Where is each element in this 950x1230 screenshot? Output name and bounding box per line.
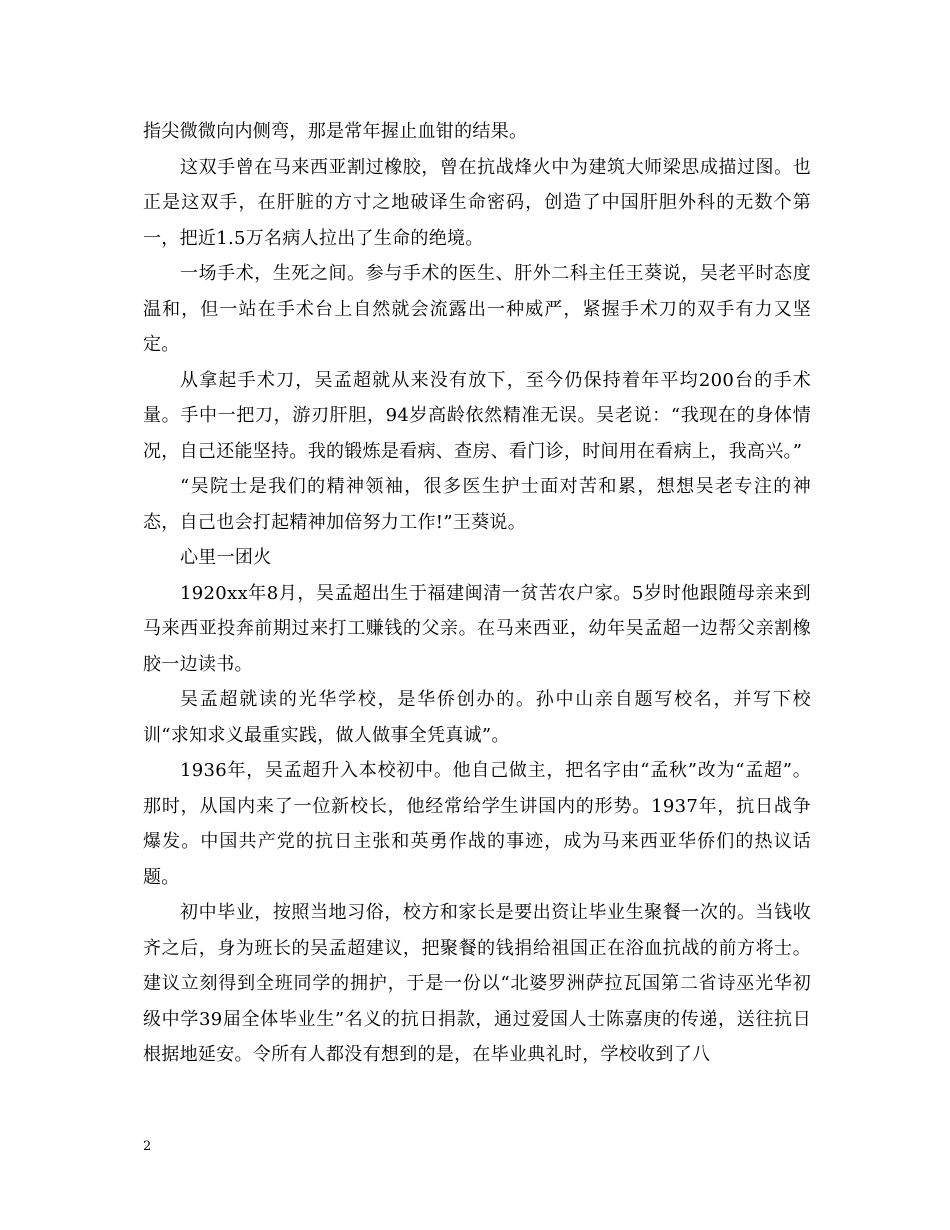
paragraph: 初中毕业，按照当地习俗，校方和家长是要出资让毕业生聚餐一次的。当钱收齐之后，身为班长的吴孟超建议，把聚餐的钱捐给祖国正在浴血抗战的前方将士。建议立刻得到全班同学的拥护，于是一份以“北婆罗洲萨拉瓦国第二省诗巫光华初级中学39届全体毕业生”名义的抗日捐款，通过爱国人士陈嘉庚的传递，送往抗日根据地延安。令所有人都没有想到的是，在毕业典礼时，学校收到了八 — [143, 902, 811, 1065]
paragraph: 这双手曾在马来西亚割过橡胶，曾在抗战烽火中为建筑大师梁思成描过图。也正是这双手，在肝脏的方寸之地破译生命密码，创造了中国肝胆外科的无数个第一，把近1.5万名病人拉出了生命的绝境。 — [143, 156, 811, 249]
paragraph: “吴院士是我们的精神领袖，很多医生护士面对苦和累，想想吴老专注的神态，自己也会打起精神加倍努力工作!”王葵说。 — [143, 476, 811, 533]
paragraph: 1936年，吴孟超升入本校初中。他自己做主，把名字由“孟秋”改为“孟超”。那时，从国内来了一位新校长，他经常给学生讲国内的形势。1937年，抗日战争爆发。中国共产党的抗日主张和英勇作战的事迹，成为马来西亚华侨们的热议话题。 — [143, 760, 811, 888]
article-body — [143, 114, 811, 1073]
paragraph: 1920xx年8月，吴孟超出生于福建闽清一贫苦农户家。5岁时他跟随母亲来到马来西亚投奔前期过来打工赚钱的父亲。在马来西亚，幼年吴孟超一边帮父亲割橡胶一边读书。 — [143, 582, 811, 675]
paragraph: 吴孟超就读的光华学校，是华侨创办的。孙中山亲自题写校名，并写下校训“求知求义最重实践，做人做事全凭真诚”。 — [143, 689, 811, 746]
paragraph: 指尖微微向内侧弯，那是常年握止血钳的结果。 — [143, 121, 528, 142]
paragraph: 从拿起手术刀，吴孟超就从来没有放下，至今仍保持着年平均200台的手术量。手中一把刀，游刃肝胆，94岁高龄依然精准无误。吴老说：“我现在的身体情况，自己还能坚持。我的锻炼是看病、查房、看门诊，时间用在看病上，我高兴。” — [143, 369, 811, 462]
page-number: 2 — [143, 1139, 152, 1154]
section-heading: 心里一团火 — [180, 547, 272, 568]
paragraph: 一场手术，生死之间。参与手术的医生、肝外二科主任王葵说，吴老平时态度温和，但一站在手术台上自然就会流露出一种威严，紧握手术刀的双手有力又坚定。 — [143, 263, 811, 355]
